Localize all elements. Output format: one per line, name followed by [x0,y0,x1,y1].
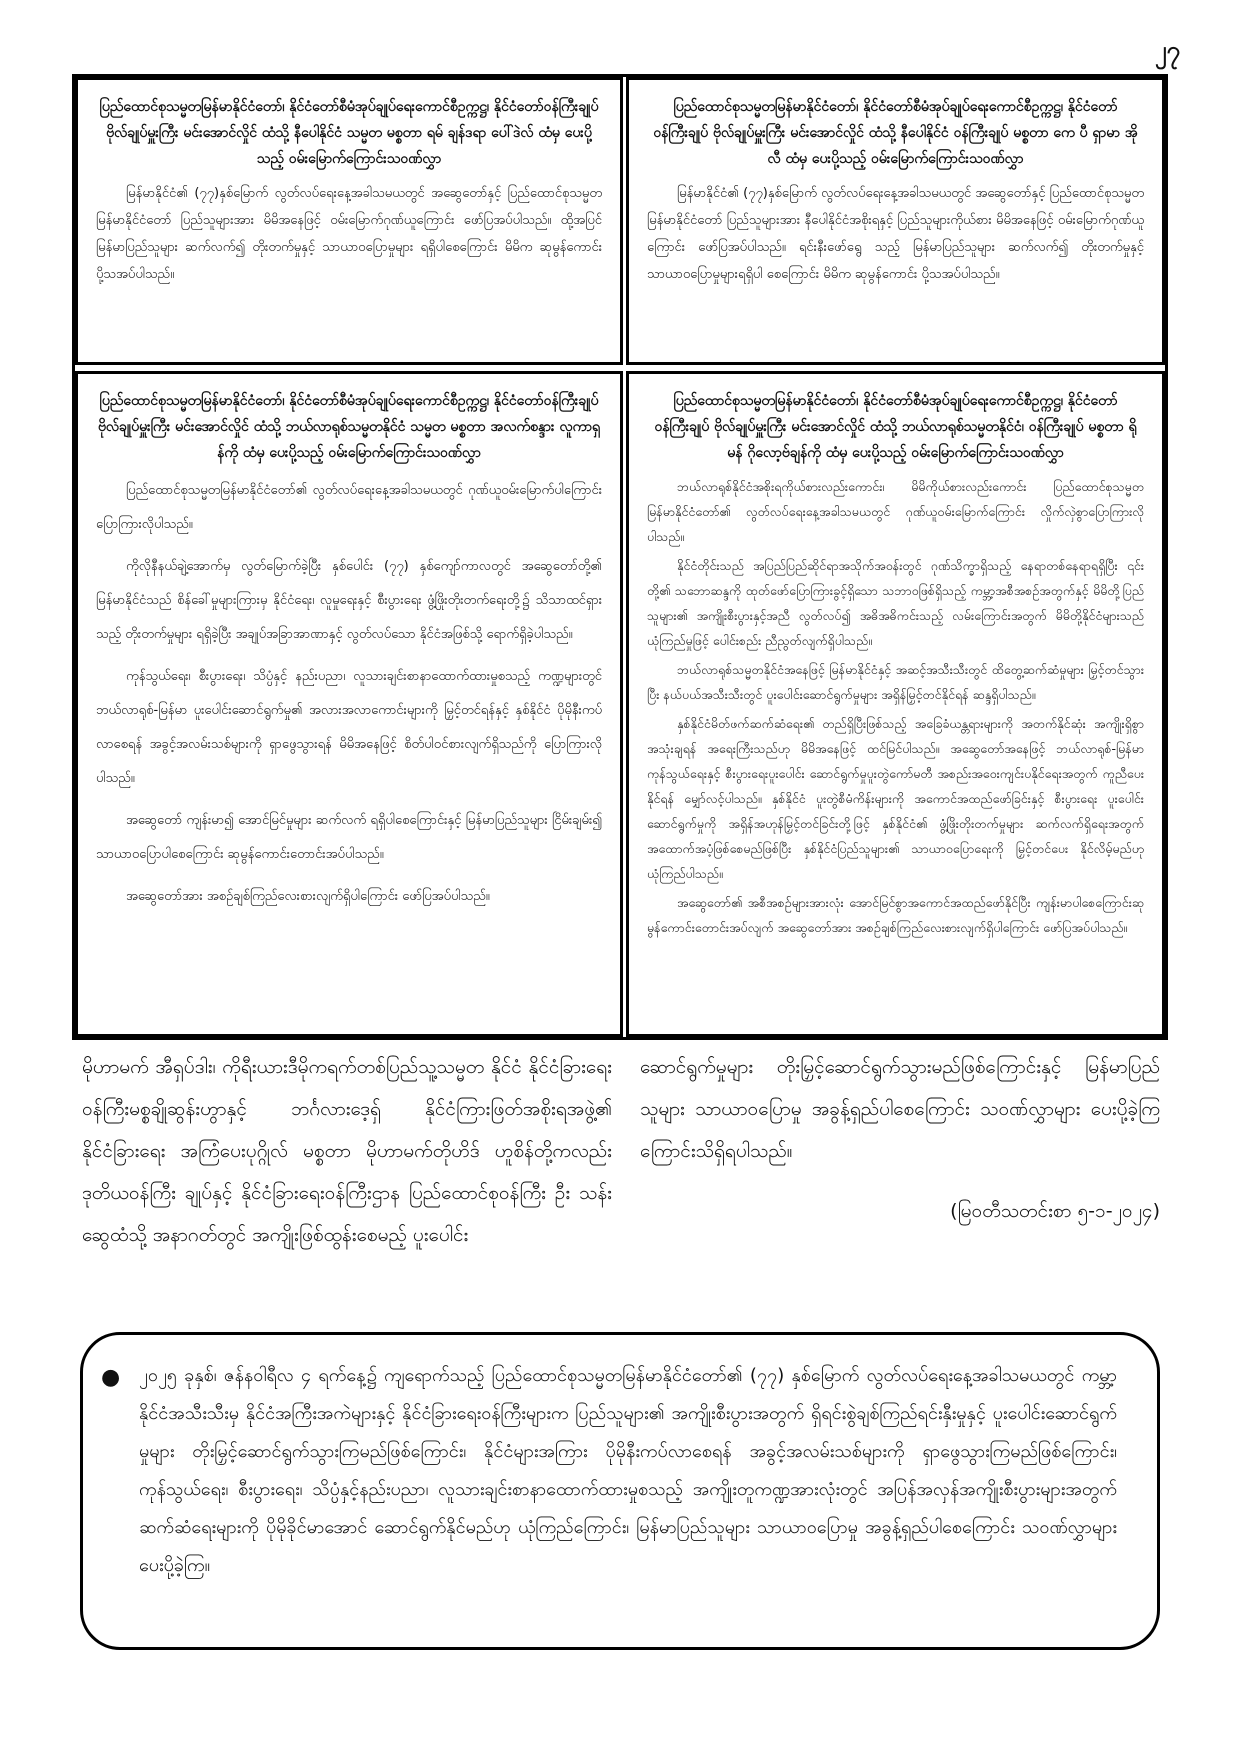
page-number: ၂၇ [1154,36,1180,64]
letter-paragraph: ကိုလိုနီနယ်ချဲ့အောက်မှ လွတ်မြောက်ခဲ့ပြီး နှစ်ပေါင်း (၇၇) နှစ်ကျော်ကာလတွင် အဆွေတော်တို့၏ မြန်မာနိုင်ငံသည် စိန်ခေါ်မှုများကြားမှ နိုင်ငံရေး၊ လူမှုရေးနှင့် စီးပွားရေး ဖွံ့ဖြိုးတိုးတက်ရေးတို့၌ သိသာထင်ရှားသည့် တိုးတက်မှုများ ရရှိခဲ့ပြီး အချုပ်အခြာအာဏာနှင့် လွတ်လပ်သော နိုင်ငံအဖြစ်သို့ ရောက်ရှိခဲ့ပါသည်။ [96,559,602,642]
letter-paragraph: နိုင်ငံတိုင်းသည် အပြည်ပြည်ဆိုင်ရာအသိုက်အဝန်းတွင် ဂုဏ်သိက္ခာရှိသည့် နေရာတစ်နေရာရရှိပြီး ၎င်းတို့၏ သဘောဆန္ဒကို ထုတ်ဖော်ပြောကြားခွင့်ရှိသော သဘာဝဖြစ်ရှိသည့် ကမ္ဘာ့အစီအစဉ်အတွက်နှင့် မိမိတို့ပြည်သူများ၏ အကျိုးစီးပွားနှင့်အညီ လွတ်လပ်၍ အဓိအဓိကင်းသည့် လမ်းကြောင်းအတွက် မိမိတို့နိုင်ငံများသည် ယုံကြည်မှုဖြင့် ပေါင်းစည်း ညီညွတ်လျက်ရှိပါသည်။ [647,558,1144,648]
letter-paragraph: အဆွေတော်၏ အစီအစဉ်များအားလုံး အောင်မြင်စွာအကောင်အထည်ဖော်နိုင်ပြီး ကျန်းမာပါစေကြောင်းဆုမွန်ကောင်းတောင်းအပ်လျက် အဆွေတော်အား အစဉ်ချစ်ကြည်လေးစားလျက်ရှိပါကြောင်း ဖော်ပြအပ်ပါသည်။ [647,895,1144,935]
letter-paragraph: ပြည်ထောင်စုသမ္မတမြန်မာနိုင်ငံတော်၏ လွတ်လပ်ရေးနေ့အခါသမယတွင် ဂုဏ်ယူဝမ်းမြောက်ပါကြောင်း ပြောကြားလိုပါသည်။ [96,483,602,532]
body-text-right-content: ဆောင်ရွက်မှုများ တိုးမြှင့်ဆောင်ရွက်သွားမည်ဖြစ်ကြောင်းနှင့် မြန်မာပြည်သူများ သာယာဝပြောမှု အခွန့်ရှည်ပါစေကြောင်း သဝဏ်လွှာများ ပေးပို့ခဲ့ကြကြောင်းသိရှိရပါသည်။ [640,1056,1160,1162]
letter-heading: ပြည်ထောင်စုသမ္မတမြန်မာနိုင်ငံတော်၊ နိုင်ငံတော်စီမံအုပ်ချုပ်ရေးကောင်စီဥက္ကဋ္ဌ၊ နိုင်ငံတော်ဝန်ကြီးချုပ် ဗိုလ်ချုပ်မှူးကြီး မင်းအောင်လှိုင် ထံသို့ နီပေါနိုင်ငံ ဝန်ကြီးချုပ် မစ္စတာ ကေ ပီ ရှာမာ အိုလီ ထံမှ ပေးပို့သည့် ဝမ်းမြောက်ကြောင်းသဝဏ်လွှာ [653,99,1138,167]
letter-heading: ပြည်ထောင်စုသမ္မတမြန်မာနိုင်ငံတော်၊ နိုင်ငံတော်စီမံအုပ်ချုပ်ရေးကောင်စီဥက္ကဋ္ဌ၊ နိုင်ငံတော်ဝန်ကြီးချုပ် ဗိုလ်ချုပ်မှူးကြီး မင်းအောင်လှိုင် ထံသို့ ဘယ်လာရုစ်သမ္မတနိုင်ငံ၊ ဝန်ကြီးချုပ် မစ္စတာ ရိုမန် ဂိုလော့ဗ်ချန်ကို ထံမှ ပေးပို့သည့် ဝမ်းမြောက်ကြောင်းသဝဏ်လွှာ [654,393,1137,461]
letter-paragraph: ဘယ်လာရုစ်နိုင်ငံအစိုးရကိုယ်စားလည်းကောင်း၊ မိမိကိုယ်စားလည်းကောင်း ပြည်ထောင်စုသမ္မတမြန်မာနိုင်ငံတော်၏ လွတ်လပ်ရေးနေ့အခါသမယတွင် ဂုဏ်ယူဝမ်းမြောက်ကြောင်း လှိုက်လှဲစွာပြောကြားလိုပါသည်။ [647,479,1144,544]
body-text-left: မိုဟာမက် အီရှပ်ဒါး၊ ကိုရီးယားဒီမိုကရက်တစ်ပြည်သူ့သမ္မတ နိုင်ငံ နိုင်ငံခြားရေးဝန်ကြီးမစ္စချိုဆွန်းဟွာနှင့် ဘင်္ဂလားဒေ့ရှ် နိုင်ငံကြားဖြတ်အစိုးရအဖွဲ့၏ နိုင်ငံခြားရေး အကြံပေးပုဂ္ဂိုလ် မစ္စတာ မိုဟာမက်တိုဟိဒ် ဟူစိန်တို့ကလည်း ဒုတိယဝန်ကြီး ချုပ်နှင့် နိုင်ငံခြားရေးဝန်ကြီးဌာန ပြည်ထောင်စုဝန်ကြီး ဦး သန်းဆွေထံသို့ အနာဂတ်တွင် အကျိုးဖြစ်ထွန်းစေမည့် ပူးပေါင်း [82,1056,612,1246]
letter-paragraph: မြန်မာနိုင်ငံ၏ (၇၇)နှစ်မြောက် လွတ်လပ်ရေးနေ့အခါသမယတွင် အဆွေတော်နှင့် ပြည်ထောင်စုသမ္မတမြန်မာနိုင်ငံတော် ပြည်သူများအား မိမိအနေဖြင့် ဝမ်းမြောက်ဂုဏ်ယူကြောင်း ဖော်ပြအပ်ပါသည်။ ထို့အပြင် မြန်မာပြည်သူများ ဆက်လက်၍ တိုးတက်မှုနှင့် သာယာဝပြောမှုများ ရရှိပါစေကြောင်း မိမိက ဆုမွန်ကောင်းပို့သအပ်ပါသည်။ [96,186,602,282]
letter-heading: ပြည်ထောင်စုသမ္မတမြန်မာနိုင်ငံတော်၊ နိုင်ငံတော်စီမံအုပ်ချုပ်ရေးကောင်စီဥက္ကဋ္ဌ၊ နိုင်ငံတော်ဝန်ကြီးချုပ် ဗိုလ်ချုပ်မှူးကြီး မင်းအောင်လှိုင် ထံသို့ နီပေါနိုင်ငံ သမ္မတ မစ္စတာ ရမ် ချန်ဒရာ ပေါ်ဒဲလ် ထံမှ ပေးပို့သည့် ဝမ်းမြောက်ကြောင်းသဝဏ်လွှာ [99,99,599,167]
letter-paragraph: ဘယ်လာရုစ်သမ္မတနိုင်ငံအနေဖြင့် မြန်မာနိုင်ငံနှင့် အဆင့်အသီးသီးတွင် ထိတွေ့ဆက်ဆံမှုများ မြှင့်တင်သွားပြီး နယ်ပယ်အသီးသီးတွင် ပူးပေါင်းဆောင်ရွက်မှုများ အရှိန်မြှင့်တင်နိုင်ရန် ဆန္ဒရှိပါသည်။ [647,662,1144,702]
letter-heading: ပြည်ထောင်စုသမ္မတမြန်မာနိုင်ငံတော်၊ နိုင်ငံတော်စီမံအုပ်ချုပ်ရေးကောင်စီဥက္ကဋ္ဌ၊ နိုင်ငံတော်ဝန်ကြီးချုပ် ဗိုလ်ချုပ်မှူးကြီး မင်းအောင်လှိုင် ထံသို့ ဘယ်လာရုစ်သမ္မတနိုင်ငံ သမ္မတ မစ္စတာ အလက်စန္ဒား လူကာရှန်ကို ထံမှ ပေးပို့သည့် ဝမ်းမြောက်ကြောင်းသဝဏ်လွှာ [97,393,601,461]
letter-paragraph: အဆွေတော်အား အစဉ်ချစ်ကြည်လေးစားလျက်ရှိပါကြောင်း ဖော်ပြအပ်ပါသည်။ [126,889,490,904]
summary-box [80,1332,1160,1650]
letter-paragraph: နှစ်နိုင်ငံမိတ်ဖက်ဆက်ဆံရေး၏ တည်ရှိပြီးဖြစ်သည့် အခြေခံယန္တရားများကို အတက်နိုင်ဆုံး အကျိုးရှိစွာ အသုံးချရန် အရေးကြီးသည်ဟု မိမိအနေဖြင့် ထင်မြင်ပါသည်။ အဆွေတော်အနေဖြင့် ဘယ်လာရုစ်-မြန်မာကုန်သွယ်ရေးနှင့် စီးပွားရေးပူးပေါင်း ဆောင်ရွက်မှုပူးတွဲကော်မတီ အစည်းအဝေးကျင်းပနိုင်ရေးအတွက် ကူညီပေးနိုင်ရန် မျှော်လင့်ပါသည်။ နှစ်နိုင်ငံ ပူးတွဲစီမံကိန်းများကို အကောင်အထည်ဖော်ခြင်းနှင့် စီးပွားရေး ပူးပေါင်းဆောင်ရွက်မှုကို အရှိန်အဟုန်မြှင့်တင်ခြင်းတို့ဖြင့် နှစ်နိုင်ငံ၏ ဖွံ့ဖြိုးတိုးတက်မှုများ ဆက်လက်ရှိရေးအတွက် အထောက်အပံ့ဖြစ်စေမည်ဖြစ်ပြီး နှစ်နိုင်ငံပြည်သူများ၏ သာယာဝပြောရေးကို မြှင့်တင်ပေး နိုင်လိမ့်မည်ဟု ယုံကြည်ပါသည်။ [647,716,1144,881]
letter-nepal-president [75,77,623,365]
body-text-right [640,1046,1160,1232]
source-citation: (မြဝတီသတင်းစာ ၅-၁-၂၀၂၄) [950,1200,1160,1222]
letter-paragraph: မြန်မာနိုင်ငံ၏ (၇၇)နှစ်မြောက် လွတ်လပ်ရေးနေ့အခါသမယတွင် အဆွေတော်နှင့် ပြည်ထောင်စုသမ္မတမြန်မာနိုင်ငံတော် ပြည်သူများအား နီပေါနိုင်ငံအစိုးရနှင့် ပြည်သူများကိုယ်စား မိမိအနေဖြင့် ဝမ်းမြောက်ဂုဏ်ယူကြောင်း ဖော်ပြအပ်ပါသည်။ ရင်းနီးဖော်ရွေ သည့် မြန်မာပြည်သူများ ဆက်လက်၍ တိုးတက်မှုနှင့် သာယာဝပြောမှုများရရှိပါ စေကြောင်း မိမိက ဆုမွန်ကောင်း ပို့သအပ်ပါသည်။ [647,186,1144,282]
bullet-icon: ● [101,1365,121,1390]
letter-belarus-pm [626,371,1165,1037]
letter-nepal-pm [626,77,1165,365]
summary-text: ၂၀၂၅ ခုနှစ်၊ ဇန်နဝါရီလ ၄ ရက်နေ့၌ ကျရောက်သည့် ပြည်ထောင်စုသမ္မတမြန်မာနိုင်ငံတော်၏ (၇၇) နှစ်မြောက် လွတ်လပ်ရေးနေ့အခါသမယတွင် ကမ္ဘာ့နိုင်ငံအသီးသီးမှ နိုင်ငံအကြီးအကဲများနှင့် နိုင်ငံခြားရေးဝန်ကြီးများက ပြည်သူများ၏ အကျိုးစီးပွားအတွက် ရှိရင်းစွဲချစ်ကြည်ရင်းနှီးမှုနှင့် ပူးပေါင်းဆောင်ရွက်မှုများ တိုးမြှင့်ဆောင်ရွက်သွားကြမည်ဖြစ်ကြောင်း၊ နိုင်ငံများအကြား ပိုမိုနီးကပ်လာစေရန် အခွင့်အလမ်းသစ်များကို ရှာဖွေသွားကြမည်ဖြစ်ကြောင်း၊ ကုန်သွယ်ရေး၊ စီးပွားရေး၊ သိပ္ပံနှင့်နည်းပညာ၊ လူသားချင်းစာနာထောက်ထားမှုစသည့် အကျိုးတူကဏ္ဍအားလုံးတွင် အပြန်အလှန်အကျိုးစီးပွားများအတွက် ဆက်ဆံရေးများကို ပိုမိုခိုင်မာအောင် ဆောင်ရွက်နိုင်မည်ဟု ယုံကြည်ကြောင်း၊ မြန်မာပြည်သူများ သာယာဝပြောမှု အခွန့်ရှည်ပါစေကြောင်း သဝဏ်လွှာများ ပေးပို့ခဲ့ကြ။ [139,1365,1117,1576]
letter-belarus-president [75,371,623,1037]
letters-grid [72,74,1168,1040]
letter-paragraph: အဆွေတော် ကျန်းမာ၍ အောင်မြင်မှုများ ဆက်လက် ရရှိပါစေကြောင်းနှင့် မြန်မာပြည်သူများ ငြိမ်းချမ်း၍ သာယာဝပြောပါစေကြောင်း ဆုမွန်ကောင်းတောင်းအပ်ပါသည်။ [96,813,602,862]
letter-paragraph: ကုန်သွယ်ရေး၊ စီးပွားရေး၊ သိပ္ပံနှင့် နည်းပညာ၊ လူသားချင်းစာနာထောက်ထားမှုစသည့် ကဏ္ဍများတွင် ဘယ်လာရုစ်-မြန်မာ ပူးပေါင်းဆောင်ရွက်မှု၏ အလားအလာကောင်းများကို မြှင့်တင်ရန်နှင့် နှစ်နိုင်ငံ ပိုမိုနီးကပ်လာစေရန် အခွင့်အလမ်းသစ်များကို ရှာဖွေသွားရန် မိမိအနေဖြင့် စိတ်ပါဝင်စားလျက်ရှိသည်ကို ပြောကြားလိုပါသည်။ [96,669,602,786]
